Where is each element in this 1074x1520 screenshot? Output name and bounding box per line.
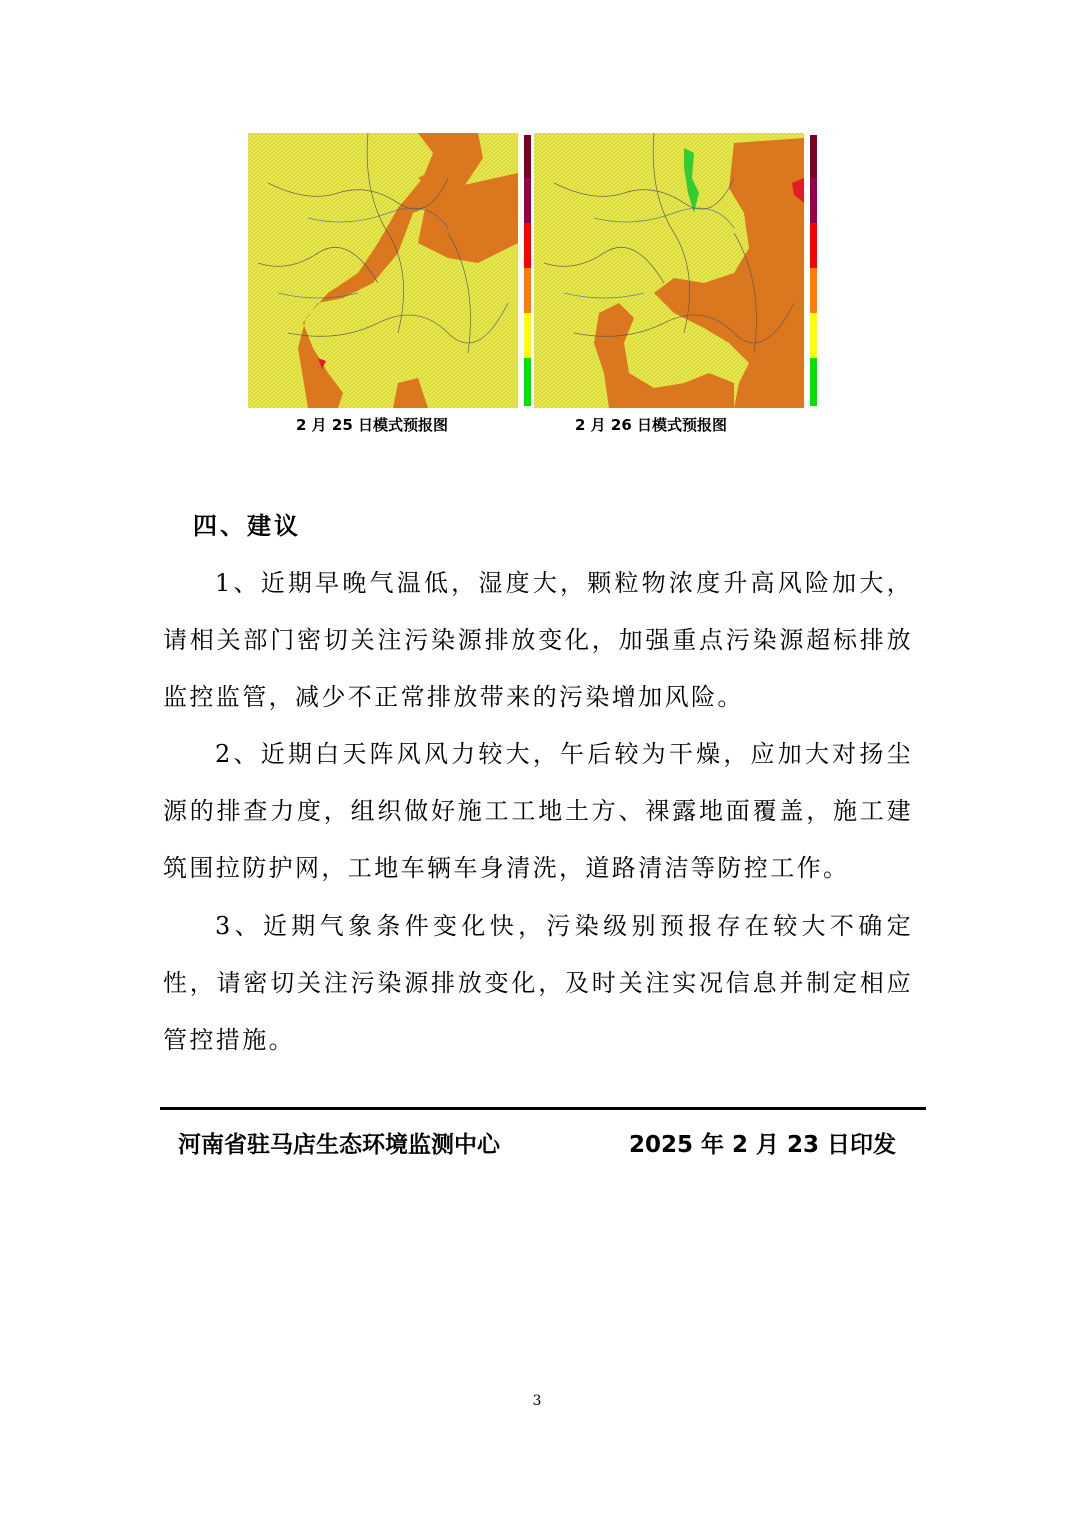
footer-divider — [160, 1107, 926, 1110]
forecast-map-feb26-image — [534, 133, 819, 408]
aqi-color-legend — [524, 358, 531, 406]
figure-caption-feb26: 2 月 26 日模式预报图 — [575, 416, 727, 434]
recommendation-paragraph-2: 2、近期白天阵风风力较大，午后较为干燥，应加大对扬尘源的排查力度，组织做好施工工地土方、裸露地面覆盖，施工建筑围拉防护网，工地车辆车身清洗，道路清洁等防控工作。 — [163, 740, 913, 882]
forecast-figures — [248, 133, 818, 408]
forecast-map-feb26 — [534, 133, 819, 408]
forecast-map-feb25 — [248, 133, 533, 408]
aqi-color-legend — [810, 358, 817, 406]
recommendation-paragraph-1: 1、近期早晚气温低，湿度大，颗粒物浓度升高风险加大，请相关部门密切关注污染源排放变化，加强重点污染源超标排放监控监管，减少不正常排放带来的污染增加风险。 — [163, 569, 913, 711]
page-number: 3 — [532, 1393, 542, 1409]
footer-issue-date: 2025 年 2 月 23 日印发 — [628, 1132, 896, 1158]
forecast-map-feb25-image — [248, 133, 533, 408]
recommendation-paragraph-3: 3、近期气象条件变化快，污染级别预报存在较大不确定性，请密切关注污染源排放变化，及时关注实况信息并制定相应管控措施。 — [163, 912, 913, 1054]
footer-organization: 河南省驻马店生态环境监测中心 — [178, 1132, 500, 1158]
figure-caption-feb25: 2 月 25 日模式预报图 — [296, 416, 448, 434]
section-heading: 四、建议 — [193, 512, 301, 540]
